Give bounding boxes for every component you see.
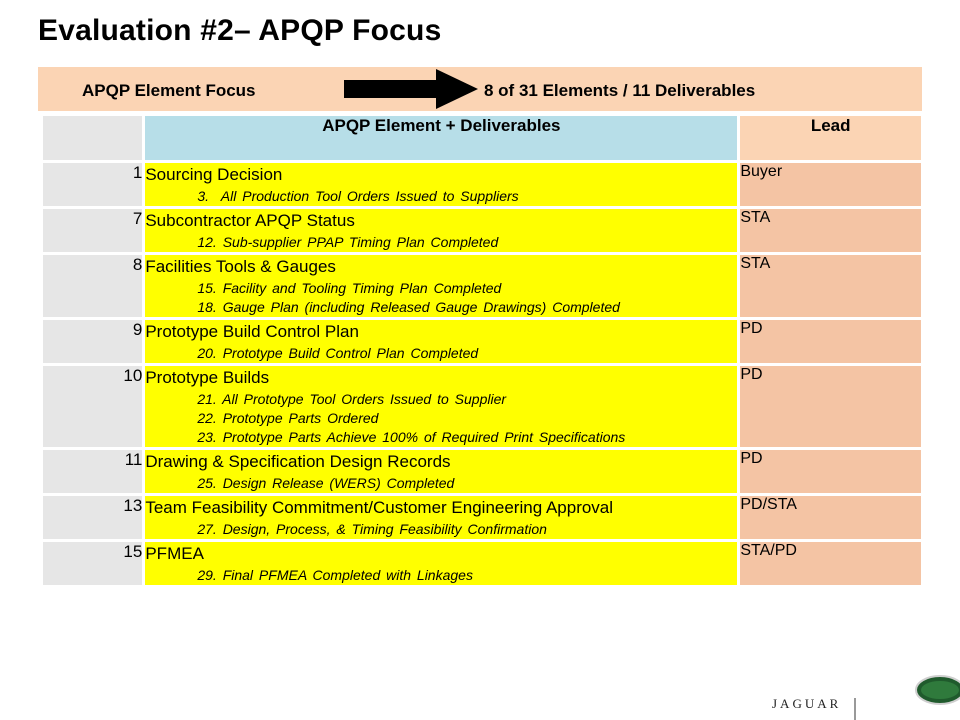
table-row bbox=[42, 495, 923, 541]
deliverable-item: 22. Prototype Parts Ordered bbox=[197, 410, 379, 426]
element-cell bbox=[144, 162, 739, 208]
element-cell bbox=[144, 495, 739, 541]
jaguar-wordmark: JAGUAR bbox=[772, 696, 842, 711]
banner-left-label: APQP Element Focus bbox=[82, 81, 256, 100]
deliverable-item: 18. Gauge Plan (including Released Gauge Drawings) Completed bbox=[197, 299, 620, 315]
apqp-table bbox=[40, 113, 924, 588]
deliverable-item: 23. Prototype Parts Achieve 100% of Required Print Specifications bbox=[197, 429, 626, 445]
element-name: Team Feasibility Commitment/Customer Engineering Approval bbox=[145, 498, 614, 517]
element-number: 10 bbox=[42, 365, 144, 449]
deliverable-item: 12. Sub-supplier PPAP Timing Plan Completed bbox=[197, 234, 499, 250]
deliverable-item: 21. All Prototype Tool Orders Issued to Supplier bbox=[197, 391, 507, 407]
element-cell bbox=[144, 254, 739, 319]
banner-right-label: 8 of 31 Elements / 11 Deliverables bbox=[484, 81, 756, 100]
lead-cell: Buyer bbox=[739, 162, 923, 208]
element-cell bbox=[144, 449, 739, 495]
table-row bbox=[42, 319, 923, 365]
deliverable-item: 3. All Production Tool Orders Issued to Suppliers bbox=[197, 188, 519, 204]
element-name: Drawing & Specification Design Records bbox=[145, 452, 451, 471]
element-number: 1 bbox=[42, 162, 144, 208]
lead-cell: PD bbox=[739, 365, 923, 449]
lead-cell: STA/PD bbox=[739, 541, 923, 587]
header-lead: Lead bbox=[739, 115, 923, 162]
table-row bbox=[42, 162, 923, 208]
element-cell bbox=[144, 365, 739, 449]
element-number: 7 bbox=[42, 208, 144, 254]
lead-cell: STA bbox=[739, 254, 923, 319]
table-header-row bbox=[42, 115, 923, 162]
element-name: Sourcing Decision bbox=[145, 165, 283, 184]
brand-logo bbox=[772, 668, 960, 720]
table-row bbox=[42, 208, 923, 254]
deliverable-item: 29. Final PFMEA Completed with Linkages bbox=[197, 567, 473, 583]
deliverable-item: 25. Design Release (WERS) Completed bbox=[197, 475, 455, 491]
element-name: PFMEA bbox=[145, 544, 204, 563]
element-number: 13 bbox=[42, 495, 144, 541]
header-element: APQP Element + Deliverables bbox=[144, 115, 739, 162]
deliverable-item: 20. Prototype Build Control Plan Completed bbox=[197, 345, 479, 361]
table-row bbox=[42, 449, 923, 495]
deliverable-item: 27. Design, Process, & Timing Feasibility Confirmation bbox=[197, 521, 547, 537]
element-number: 9 bbox=[42, 319, 144, 365]
element-name: Prototype Builds bbox=[145, 368, 270, 387]
element-name: Facilities Tools & Gauges bbox=[145, 257, 336, 276]
element-number: 15 bbox=[42, 541, 144, 587]
element-number: 11 bbox=[42, 449, 144, 495]
header-number bbox=[42, 115, 144, 162]
lead-cell: PD/STA bbox=[739, 495, 923, 541]
lead-cell: STA bbox=[739, 208, 923, 254]
element-cell bbox=[144, 541, 739, 587]
element-cell bbox=[144, 208, 739, 254]
table-row bbox=[42, 254, 923, 319]
land-rover-logo-icon bbox=[772, 668, 960, 720]
right-arrow-icon bbox=[344, 69, 478, 109]
lead-cell: PD bbox=[739, 319, 923, 365]
lead-cell: PD bbox=[739, 449, 923, 495]
table-row bbox=[42, 541, 923, 587]
deliverable-item: 15. Facility and Tooling Timing Plan Completed bbox=[197, 280, 502, 296]
element-name: Subcontractor APQP Status bbox=[145, 211, 355, 230]
page-title: Evaluation #2– APQP Focus bbox=[38, 14, 442, 47]
focus-banner bbox=[38, 67, 922, 111]
element-name: Prototype Build Control Plan bbox=[145, 322, 359, 341]
table-row bbox=[42, 365, 923, 449]
element-number: 8 bbox=[42, 254, 144, 319]
element-cell bbox=[144, 319, 739, 365]
